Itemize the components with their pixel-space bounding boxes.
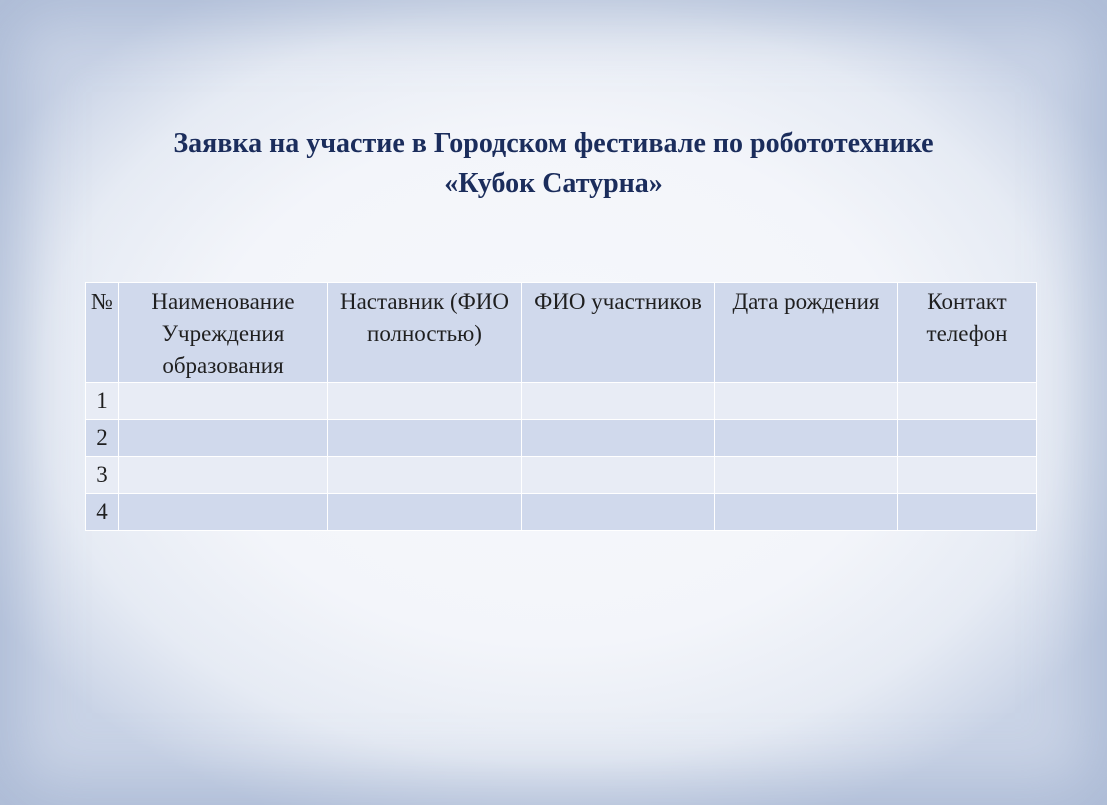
cell-birth-date[interactable] (715, 457, 898, 494)
header-institution: Наименование Учреждения образования (119, 283, 328, 383)
cell-phone[interactable] (898, 494, 1037, 531)
cell-institution[interactable] (119, 494, 328, 531)
cell-institution[interactable] (119, 457, 328, 494)
row-number: 4 (86, 494, 119, 531)
cell-phone[interactable] (898, 457, 1037, 494)
table-row (86, 383, 1037, 420)
cell-mentor[interactable] (328, 494, 522, 531)
row-number: 1 (86, 383, 119, 420)
page-title (0, 124, 1107, 204)
cell-participants[interactable] (522, 420, 715, 457)
row-number: 3 (86, 457, 119, 494)
cell-phone[interactable] (898, 383, 1037, 420)
cell-mentor[interactable] (328, 420, 522, 457)
cell-mentor[interactable] (328, 383, 522, 420)
header-mentor: Наставник (ФИО полностью) (328, 283, 522, 383)
cell-institution[interactable] (119, 383, 328, 420)
cell-birth-date[interactable] (715, 383, 898, 420)
cell-institution[interactable] (119, 420, 328, 457)
cell-participants[interactable] (522, 494, 715, 531)
cell-participants[interactable] (522, 457, 715, 494)
cell-phone[interactable] (898, 420, 1037, 457)
cell-mentor[interactable] (328, 457, 522, 494)
cell-participants[interactable] (522, 383, 715, 420)
header-birth-date: Дата рождения (715, 283, 898, 383)
header-phone: Контакт телефон (898, 283, 1037, 383)
header-participants: ФИО участников (522, 283, 715, 383)
table-row (86, 420, 1037, 457)
application-table (85, 282, 1037, 531)
table-header-row (86, 283, 1037, 383)
title-line-2: «Кубок Сатурна» (444, 168, 663, 199)
cell-birth-date[interactable] (715, 494, 898, 531)
title-line-1: Заявка на участие в Городском фестивале по робототехнике (173, 128, 934, 159)
row-number: 2 (86, 420, 119, 457)
table-row (86, 457, 1037, 494)
header-number: № (86, 283, 119, 383)
table-row (86, 494, 1037, 531)
cell-birth-date[interactable] (715, 420, 898, 457)
